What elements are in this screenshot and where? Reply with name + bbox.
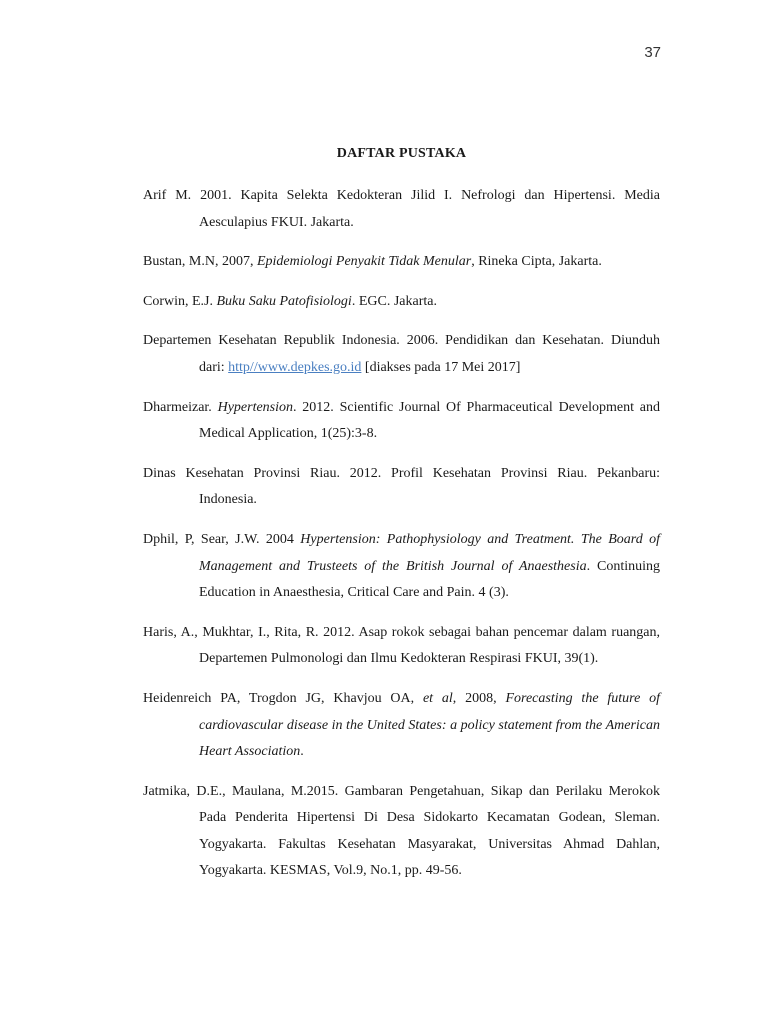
reference-publisher: . EGC. Jakarta. bbox=[351, 293, 437, 309]
reference-title: Hypertension: Pathophysiology and Treatment. The Board of Management and Trusteets of the British Journal of Anaesthesia bbox=[199, 531, 660, 574]
reference-item bbox=[143, 686, 660, 766]
reference-item bbox=[143, 395, 660, 448]
reference-item bbox=[143, 328, 660, 381]
reference-access-date: [diakses pada 17 Mei 2017] bbox=[361, 359, 521, 375]
reference-item bbox=[143, 779, 660, 885]
reference-title: Forecasting the future of cardiovascular disease in the United States: a policy statement from the American Heart Association bbox=[199, 690, 661, 760]
reference-publisher: . Continuing Education in Anaesthesia, Critical Care and Pain. 4 (3). bbox=[199, 558, 660, 601]
reference-text: Kapita Selekta Kedokteran Jilid I. Nefrologi dan Hipertensi. Media Aesculapius FKUI. Jakarta. bbox=[199, 188, 660, 230]
reference-author: Dphil, P, Sear, J.W. 2004 bbox=[143, 531, 301, 547]
reference-link[interactable]: http//www.depkes.go.id bbox=[228, 359, 362, 375]
reference-text: Dinas Kesehatan Provinsi Riau. 2012. Profil Kesehatan Provinsi Riau. Pekanbaru: Indonesia. bbox=[143, 465, 660, 508]
reference-publisher: . 2012. Scientific Journal Of Pharmaceutical Development and Medical Application, 1(25):3-8. bbox=[199, 399, 661, 442]
reference-item bbox=[143, 249, 660, 276]
reference-title: Buku Saku Patofisiologi bbox=[216, 293, 352, 309]
reference-publisher: , Rineka Cipta, Jakarta. bbox=[471, 254, 602, 270]
reference-title: Epidemiologi Penyakit Tidak Menular bbox=[256, 254, 472, 270]
reference-author: Heidenreich PA, Trogdon JG, Khavjou OA, bbox=[143, 690, 423, 706]
reference-author: Corwin, E.J. bbox=[143, 293, 217, 309]
reference-year: , 2008, bbox=[452, 690, 506, 706]
reference-author: Bustan, M.N, 2007, bbox=[143, 254, 257, 270]
reference-end: . bbox=[300, 744, 304, 760]
reference-title: Hypertension bbox=[217, 399, 294, 415]
reference-item bbox=[143, 527, 660, 607]
reference-text: Haris, A., Mukhtar, I., Rita, R. 2012. Asap rokok sebagai bahan pencemar dalam ruangan, Departemen Pulmonologi dan Ilmu Kedokteran Respirasi FKUI, 39(1). bbox=[143, 624, 660, 667]
page-title: DAFTAR PUSTAKA bbox=[336, 146, 467, 161]
reference-item bbox=[143, 620, 660, 673]
reference-text: Arif M. 2001. bbox=[143, 188, 241, 203]
reference-etal: et al bbox=[422, 690, 453, 706]
reference-text: Jatmika, D.E., Maulana, M.2015. Gambaran Pengetahuan, Sikap dan Perilaku Merokok Pada Penderita Hipertensi Di Desa Sidokarto Kecamatan Godean, Sleman. Yogyakarta. Fakultas Kesehatan Masyarakat, Universitas Ahmad Dahlan, Yogyakarta. KESMAS, Vol.9, No.1, pp. 49-56. bbox=[143, 783, 660, 879]
reference-author: Departemen Kesehatan Republik Indonesia. 2006. Pendidikan dan Kesehatan. Diunduh dari: bbox=[143, 333, 660, 375]
reference-author: Dharmeizar. bbox=[143, 399, 218, 415]
reference-item bbox=[143, 461, 660, 514]
reference-list bbox=[143, 183, 660, 898]
reference-item bbox=[143, 183, 660, 236]
reference-item bbox=[143, 289, 660, 316]
page-number: 37 bbox=[644, 44, 661, 61]
